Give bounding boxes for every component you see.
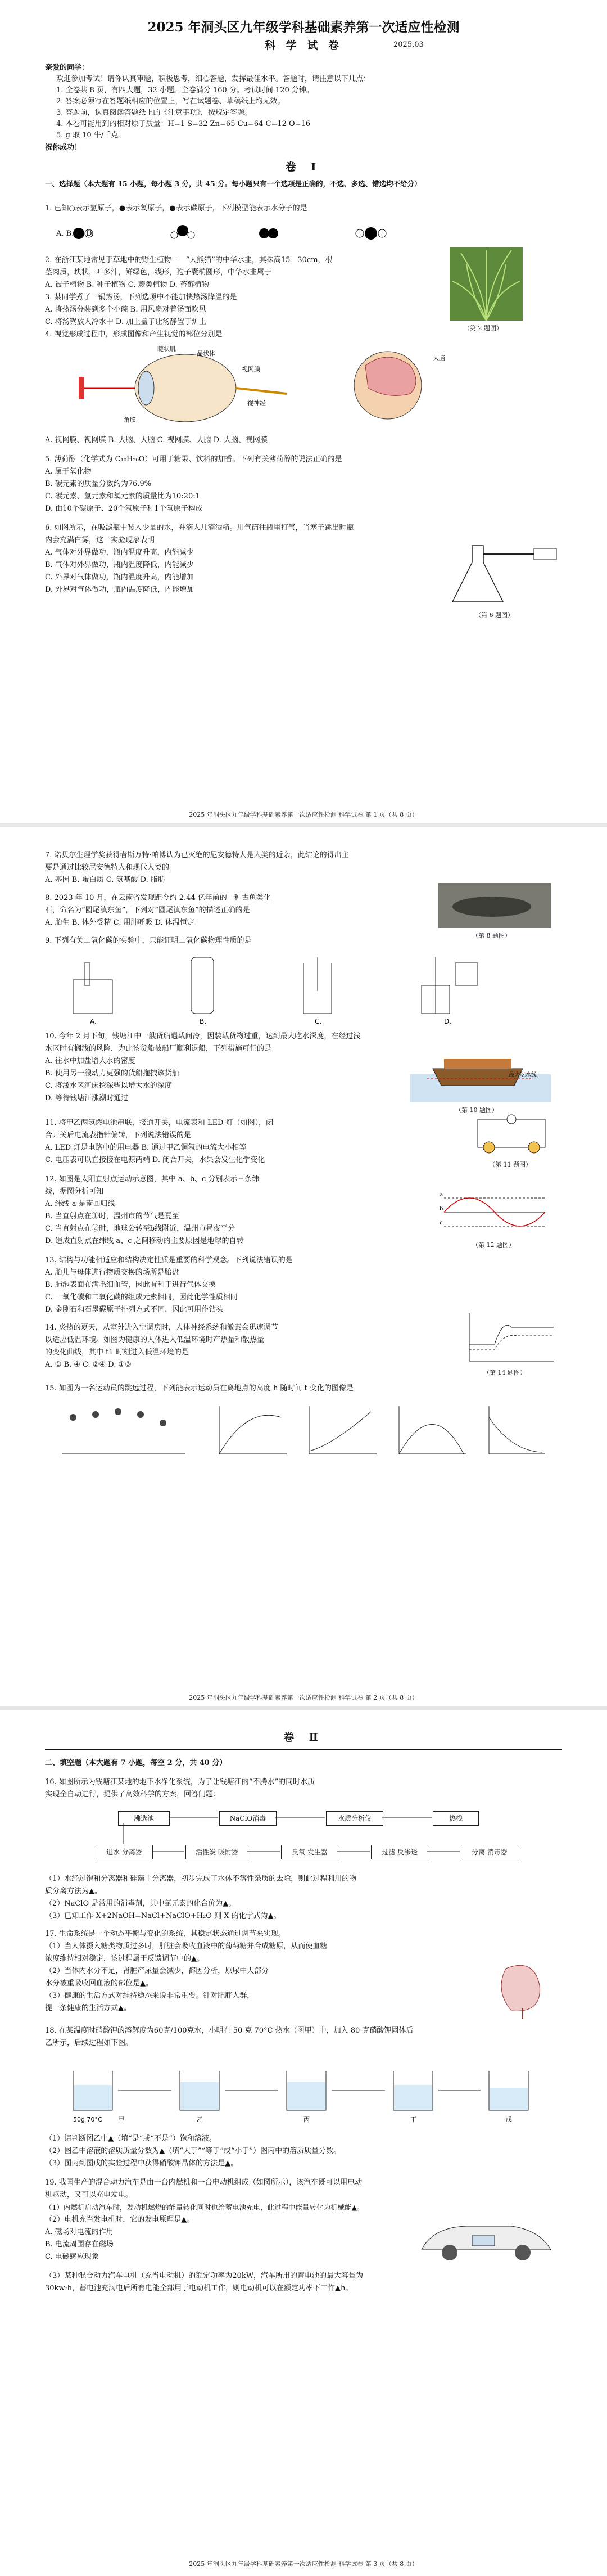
question-line: 合开关后电流表指针偏转，下列说法错误的是 [45,1131,192,1140]
question-line: 1. 已知○表示氢原子，●表示氧原子，●表示碳原子，下列模型能表示水分子的是 [45,204,307,213]
fig-caption: （第 6 题图） [475,611,514,619]
notice-item: 5. g 取 10 牛/千克。 [56,131,126,139]
flow-node: NaClO消毒 [219,1811,277,1826]
notice-item: 3. 答题前，认真阅读答题纸上的《注意事项》，按规定答题。 [56,109,252,117]
question-line: 质分离方法为▲。 [45,1887,102,1895]
question-line: C. 一氧化碳和二氧化碳的组成元素相同，因此化学性质相同 [45,1293,238,1301]
question-line: D. 外界对气体做功，瓶内温度降低，内能增加 [45,586,194,594]
question-line: B. 肺泡表面布满毛细血管，因此有利于进行气体交换 [45,1281,216,1289]
notice-item: 4. 本卷可能用到的相对原子质量：H=1 S=32 Zn=65 Cu=64 C=12 O=16 [56,120,311,128]
question-line: B. 气体对外界做功，瓶内温度降低，内能减少 [45,561,194,569]
question-line: 石，命名为“圆尾滇东鱼”，下列对“圆尾滇东鱼”的描述正确的是 [45,906,250,915]
question-line: 9. 下列有关二氧化碳的实验中，只能证明二氧化碳物理性质的是 [45,936,252,945]
exam-page-1 [0,0,607,827]
kidney-figure [489,1957,562,2019]
question-line: 水区时有搁浅的风险，为此该货船被船厂顺利退船，下列措施可行的是 [45,1044,272,1053]
flow-node: 进水 分离器 [96,1845,153,1859]
question-line: 16. 如图所示为钱塘江某地的地下水净化系统，为了让钱塘江的“不腾水”的同时水质 [45,1778,315,1786]
notice-item: 2. 答案必须写在答题纸相应的位置上，写在试题卷、草稿纸上均无效。 [56,97,285,106]
molecule-c [259,228,278,238]
flask-figure [450,540,562,607]
question-line: C. 当直射点在②时，地球公转至b线附近，温州市昼夜平分 [45,1224,235,1233]
question-line: 15. 如图为一名运动员的跳远过程，下列能表示运动员在离地点的高度 h 随时间 t 变化的图像是 [45,1384,354,1393]
question-line: A. 纬线 a 是南回归线 [45,1200,115,1208]
flow-node: 活性炭 吸附器 [185,1845,248,1859]
question-line: 以适应低温环境。如图为健康的人体进入低温环境时产热量和散热量 [45,1336,265,1344]
page-footer: 2025 年洞头区九年级学科基础素养第一次适应性检测 科学试卷 第 1 页（共 8 页） [189,811,418,818]
question-line: 12. 如图是太阳直射点运动示意图，其中 a、b、c 分别表示三条纬 [45,1175,260,1183]
svg-text:c: c [440,1220,443,1226]
fig-caption: （第 2 题图） [464,325,502,332]
beaker-label: 戊 [506,2116,512,2123]
co2-experiments-figure [62,952,545,1025]
question-line: （1）当人体摄入糖类物质过多时，肝脏会吸收血液中的葡萄糖并合成糖原，从而使血糖 [45,1942,328,1951]
part1-title: 卷 Ⅰ [285,161,322,173]
question-line: 13. 结构与功能相适应和结构决定性质是重要的科学观念。下列说法错误的是 [45,1256,293,1264]
molecule-b [171,225,194,238]
question-line: （3）图丙到图戊的实验过程中获得硝酸钾晶体的方法是▲。 [45,2159,238,2168]
circuit-figure [472,1114,556,1159]
question-line: （1）内燃机启动汽车时，发动机燃烧的能量转化同时也给蓄电池充电，此过程中能量转化为机械能▲。 [45,2203,364,2212]
question-line: D. 由10个碳原子、20个氢原子和1个氧原子构成 [45,505,203,513]
page-footer: 2025 年洞头区九年级学科基础素养第一次适应性检测 科学试卷 第 3 页（共 8 页） [189,2560,418,2568]
notice-intro: 欢迎参加考试！请你认真审题，积极思考，细心答题，发挥最佳水平。答题时，请注意以下几点： [56,75,371,83]
notice-item: 1. 全卷共 8 页，有四大题，32 小题。全卷满分 160 分。考试时间 120 分钟。 [56,86,314,94]
question-line: A. LED 灯是电路中的用电器 B. 通过甲乙铜氢的电流大小相等 [45,1143,247,1152]
svg-text:D.: D. [444,1017,452,1025]
sun-path-figure [438,1187,551,1237]
exam-subject: 科 学 试 卷 [265,39,342,52]
question-line: 5. 薄荷醇（化学式为 C₁₀H₂₀O）可用于糖果、饮料的加香。下列有关薄荷醇的说法正确的是 [45,455,342,463]
question-line: 6. 如图所示，在吸滤瓶中装入少量的水，并滴入几滴酒精。用气筒往瓶里打气，当塞子跳出时瓶 [45,524,354,532]
question-line: A. 被子植物 B. 种子植物 C. 蕨类植物 D. 苔藓植物 [45,281,209,289]
hybrid-car-figure [416,2216,556,2267]
plant-photo [450,247,523,321]
question-line: （2）NaClO 是常用的消毒剂，其中氯元素的化合价为▲。 [45,1899,236,1908]
svg-text:b: b [440,1206,443,1212]
question-line: 实现全自动进行，提供了高效科学的方案，回答问题： [45,1790,221,1799]
question-line: （2）电机充当发电机时，它的发电原理是▲。 [45,2215,194,2224]
question-line: D. 等待钱塘江涨潮时通过 [45,1094,129,1102]
beaker-label: 丙 [304,2116,310,2123]
exam-page-3 [0,1710,607,2576]
question-line: 7. 诺贝尔生理学奖获得者斯万特·帕博认为已灭绝的尼安德特人是人类的近亲，此结论的得出主 [45,851,349,859]
question-line: （3）健康的生活方式对维持稳态来说非常重要。针对肥胖人群， [45,1992,255,2000]
notice-wish: 祝你成功！ [45,143,82,152]
eye-label: 视神经 [247,399,266,407]
question-line: B. 使用另一艘动力更强的货船拖拽该货船 [45,1069,179,1078]
molecule-d [356,227,386,240]
beakers-figure [62,2054,545,2127]
question-line: 要是通过比较尼安德特人和现代人类的 [45,863,170,872]
eye-label: 角膜 [124,416,136,424]
question-line: C. 电压表可以直接接在电源两端 D. 闭合开关，水果会发生化学变化 [45,1156,265,1164]
question-line: 乙所示，后续过程如下图。 [45,2039,133,2047]
ship-figure [410,1052,551,1102]
question-line: A. 气体对外界做功，瓶内温度升高，内能减少 [45,548,194,557]
flow-node: 热栈 [433,1811,479,1826]
question-line: 4. 视觉形成过程中，形成图像和产生视觉的部位分别是 [45,330,223,339]
question-line: A. 胎生 B. 体外受精 C. 用肺呼吸 D. 体温恒定 [45,918,194,927]
question-line: A. 属于氧化物 [45,467,92,476]
divider [45,1749,562,1750]
question-line: （2）图乙中溶液的溶质质量分数为▲（填“大于”“等于”或“小于”）图丙中的溶质质量分数。 [45,2147,341,2155]
section-heading: 二、填空题（本大题有 7 小题，每空 2 分，共 40 分） [45,1759,227,1767]
fossil-figure [438,883,551,928]
question-line: 浓度维持相对稳定，该过程属于反馈调节中的▲。 [45,1954,204,1963]
question-line: A. 磁场对电流的作用 [45,2228,114,2236]
svg-text:A.: A. [90,1017,97,1025]
question-line: 11. 将甲乙两氢燃电池串联，接通开关，电流表和 LED 灯（如图），闭 [45,1119,274,1127]
question-line: C. 外界对气体做功，瓶内温度升高，内能增加 [45,573,194,582]
eye-label: 睫状肌 [157,345,176,353]
question-line: A. 视网膜、视网膜 B. 大脑、大脑 C. 视网膜、大脑 D. 大脑、视网膜 [45,436,268,444]
question-line: 内会充满白雾，这一实验现象表明 [45,536,155,544]
section-heading: 一、选择题（本大题有 15 小题，每小题 3 分，共 45 分。每小题只有一个选项是正确的，不选、多选、错选均不给分） [45,179,422,188]
fig-caption: （第 8 题图） [472,932,511,939]
flow-node: 臭氧 发生器 [281,1845,338,1859]
molecule-options-figure [56,219,450,247]
question-line: B. 当直射点在①时，温州市的节气是夏至 [45,1212,179,1221]
flow-node: 过滤 反渗透 [371,1845,428,1859]
question-line: （1）水经过饱和分离器和硅藻土分离器，初步完成了水体不溶性杂质的去除，则此过程利用的物 [45,1875,357,1883]
question-line: 3. 某同学煮了一锅热汤，下列选项中不能加快热汤降温的是 [45,293,237,301]
question-line: 8. 2023 年 10 月，在云南省发现距今约 2.44 亿年前的一种古鱼类化 [45,894,271,902]
question-line: 18. 在某温度时硝酸钾的溶解度为60克/100克水，小明在 50 克 70°C 热水（图甲）中，加入 80 克硝酸钾固体后 [45,2026,414,2035]
svg-text:C.: C. [315,1017,322,1025]
question-line: 19. 我国生产的混合动力汽车是由一台内燃机和一台电动机组成（如图所示），该汽车既可以用电动 [45,2178,363,2187]
question-line: 线，据图分析可知 [45,1187,104,1196]
fig-caption: （第 12 题图） [472,1241,515,1249]
eye-label: 视网膜 [242,366,260,373]
flow-node: 沸选池 [118,1811,170,1826]
question-line: 30kw·h，蓄电池充满电后所有电能全部用于电动机工作，则电动机可以在额定功率下工作▲h。 [45,2284,353,2293]
options-row: A. B. C. D. [56,229,94,238]
question-line: （1）请判断图乙中▲（填“是”或“不是”）饱和溶液。 [45,2134,216,2143]
question-line: A. 胎儿与母体进行物质交换的场所是胎盘 [45,1268,179,1277]
question-line: C. 将浅水区河床挖深些以增大水的深度 [45,1082,172,1090]
question-line: （3）已知工作 X+2NaOH=NaCl+NaClO+H₂O 则 X 的化学式为▲。 [45,1912,281,1920]
exam-title: 2025 年洞头区九年级学科基础素养第一次适应性检测 [147,20,460,35]
question-line: 茎肉质，块状，叶多汁，鲜绿色，线形，孢子囊椭圆形，中华水韭属于 [45,268,272,277]
beaker-label: 50g 70°C [73,2116,102,2123]
page-footer: 2025 年洞头区九年级学科基础素养第一次适应性检测 科学试卷 第 2 页（共 8 页） [189,1694,418,1701]
beaker-label: 甲 [118,2116,124,2123]
eye-brain-figure [73,343,478,427]
question-line: A. 往水中加盐增大水的密度 [45,1057,135,1065]
flow-node: 水质分析仪 [326,1811,383,1826]
question-line: 提一条健康的生活方式▲。 [45,2004,131,2012]
question-line: 的变化曲线，其中 t1 时刻进入低温环境的是 [45,1348,189,1357]
question-line: 水分被重吸收回血液的部位是▲。 [45,1979,153,1988]
question-line: C. 将汤锅放入冷水中 D. 加上盖子让汤静置于炉上 [45,318,207,326]
exam-page-2 [0,827,607,1710]
question-line: B. 电流周围存在磁场 [45,2240,114,2249]
svg-text:a: a [440,1192,443,1198]
question-line: 10. 今年 2 月下旬，钱塘江中一艘货船遇载问冷，因装载货物过重，达到最大吃水深度，在经过浅 [45,1032,361,1041]
question-line: C. 电磁感应现象 [45,2253,99,2261]
fig-caption: （第 14 题图） [483,1369,526,1376]
fig-caption: （第 11 题图） [489,1161,532,1168]
question-line: A. ① B. ④ C. ②④ D. ①③ [45,1361,132,1369]
exam-date: 2025.03 [393,40,424,49]
fig-caption: （第 10 题图） [455,1106,498,1114]
question-line: （3）某种混合动力汽车电机（充当电动机）的额定功率为20kW，汽车所用的蓄电池的最大容量为 [45,2272,364,2280]
question-line: A. 将热汤分装到多个小碗 B. 用风扇对着汤面吹风 [45,305,206,314]
question-line: 17. 生命系统是一个动态平衡与变化的系统，其稳定状态通过调节来实现。 [45,1930,286,1938]
long-jump-figure [62,1400,545,1462]
question-line: 2. 在浙江某地常见于草地中的野生植物——“大熊猫”的中华水韭，其株高15—30cm，根 [45,256,333,264]
notice-greeting: 亲爱的同学： [45,64,89,72]
part2-title: 卷 Ⅱ [283,1731,324,1744]
question-line: C. 碳元素、氢元素和氧元素的质量比为10:20:1 [45,492,200,501]
question-line: 机驱动，又可以充电发电。 [45,2191,133,2199]
question-line: A. 基因 B. 蛋白质 C. 氨基酸 D. 脂肪 [45,876,165,884]
svg-text:B.: B. [200,1017,207,1025]
flow-arrows [84,1817,534,1856]
question-line: D. 金刚石和石墨碳原子排列方式不同，因此可用作钻头 [45,1305,224,1314]
question-line: B. 碳元素的质量分数约为76.9% [45,480,152,488]
beaker-label: 乙 [197,2116,203,2123]
question-line: （2）当体内水分不足，肾脏产尿量会减少，都因分析，原尿中大部分 [45,1967,269,1975]
question-line: D. 造成直射点在纬线 a、c 之间移动的主要原因是地球的自转 [45,1237,244,1245]
flow-node: 分离 消毒器 [461,1845,518,1859]
eye-label: 大脑 [433,354,445,362]
question-line: 14. 炎热的夏天，从室外进入空调房时，人体神经系统和激素会迅速调节 [45,1323,278,1332]
beaker-label: 丁 [410,2116,416,2123]
eye-label: 晶状体 [197,350,215,357]
heat-curve-figure [461,1310,556,1367]
draft-line-label: 最大吃水线 [509,1072,537,1078]
